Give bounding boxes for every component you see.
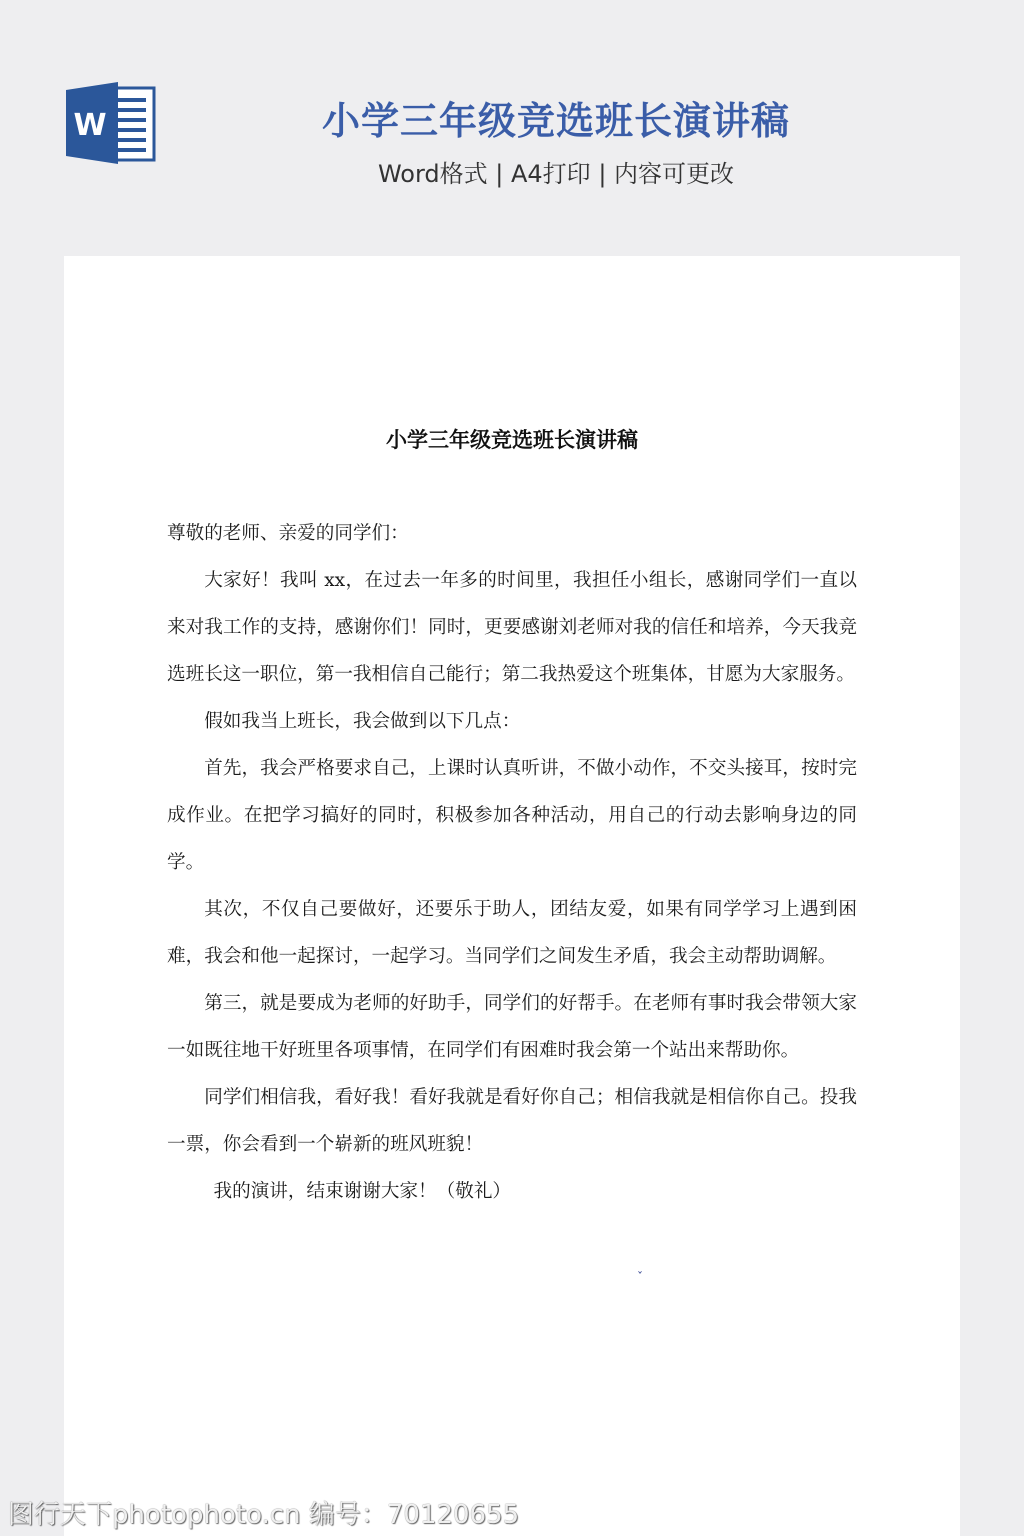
document-body: [167, 510, 857, 1215]
closing-line: 我的演讲，结束谢谢大家！（敬礼）: [213, 1181, 512, 1202]
paragraph-points-intro: 假如我当上班长，我会做到以下几点：: [204, 711, 521, 732]
greeting-line: 尊敬的老师、亲爱的同学们：: [167, 523, 409, 544]
document-title: 小学三年级竞选班长演讲稿: [386, 428, 638, 452]
svg-text:W: W: [73, 108, 107, 143]
paragraph-appeal: 同学们相信我，看好我！看好我就是看好你自己；相信我就是相信你自己。投我一票，你会看到一个崭新的班风班貌！: [167, 1087, 857, 1155]
watermark: 图行天下photophoto.cn 编号：70120655: [8, 1500, 520, 1530]
paragraph-second: 其次，不仅自己要做好，还要乐于助人，团结友爱，如果有同学学习上遇到困难，我会和他一起探讨，一起学习。当同学们之间发生矛盾，我会主动帮助调解。: [167, 899, 857, 967]
word-doc-icon: [66, 82, 156, 164]
paragraph-third: 第三，就是要成为老师的好助手，同学们的好帮手。在老师有事时我会带领大家一如既往地干好班里各项事情，在同学们有困难时我会第一个站出来帮助你。: [167, 993, 857, 1061]
paragraph-first: 首先，我会严格要求自己，上课时认真听讲，不做小动作，不交头接耳，按时完成作业。在把学习搞好的同时，积极参加各种活动，用自己的行动去影响身边的同学。: [167, 758, 857, 873]
small-mark-icon: ˇ: [637, 1270, 643, 1284]
header-title: 小学三年级竞选班长演讲稿: [321, 99, 790, 143]
header-subtitle: Word格式 | A4打印 | 内容可更改: [377, 160, 735, 188]
document-page: [64, 256, 960, 1536]
page-header: [0, 0, 1024, 250]
paragraph-intro: 大家好！我叫 xx，在过去一年多的时间里，我担任小组长，感谢同学们一直以来对我工作的支持，感谢你们！同时，更要感谢刘老师对我的信任和培养，今天我竞选班长这一职位，第一我相信自己能行；第二我热爱这个班集体，甘愿为大家服务。: [167, 570, 857, 685]
